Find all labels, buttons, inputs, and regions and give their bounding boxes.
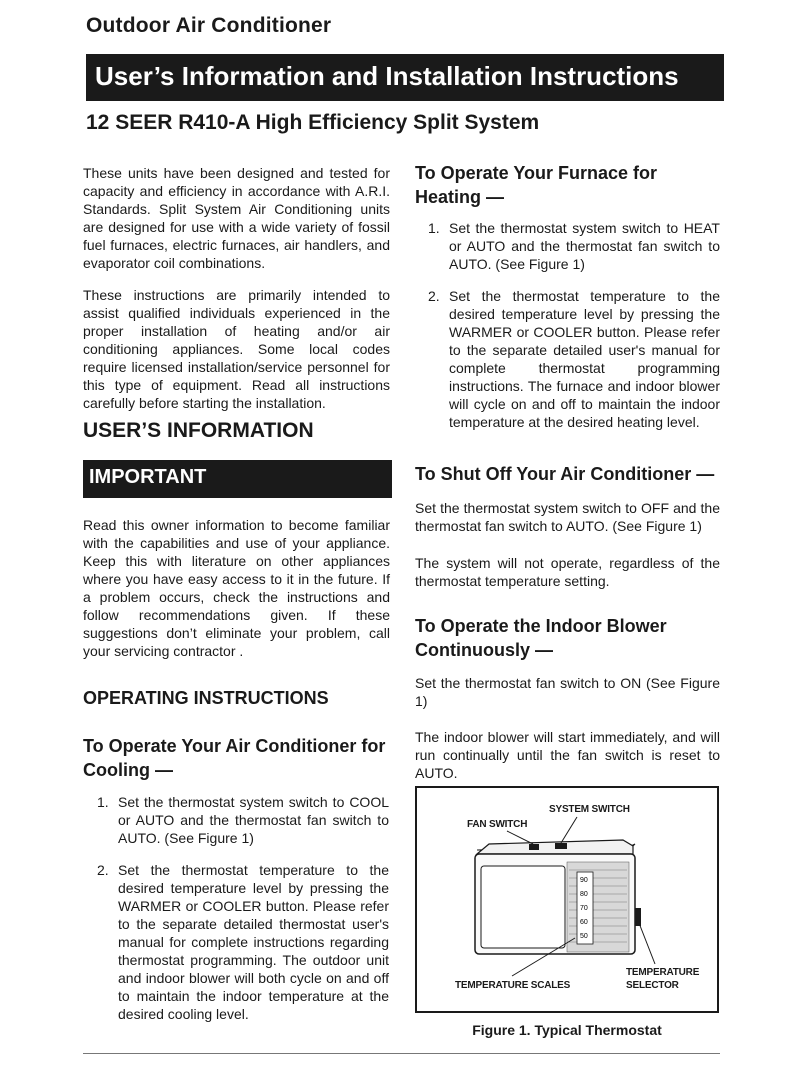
fan-switch [529,844,539,850]
thermostat-illustration [417,788,717,1011]
important-label: IMPORTANT [89,466,207,488]
temperature-selector-leader [639,923,655,964]
document-type: Outdoor Air Conditioner [86,14,332,37]
document-title: User’s Information and Installation Instructions [95,61,679,91]
thermostat-display-area [481,866,565,948]
heating-heading: To Operate Your Furnace for Heating — [415,163,658,207]
cooling-step [97,861,389,1023]
fan-switch-label: FAN SWITCH [467,819,528,830]
system-switch-leader [561,817,577,843]
intro-paragraph-1: These units have been designed and tested for capacity and efficiency in accordance with A.R.I. Standards. Split System Air Conditioning units are designed for use with a wide variety of fossil fuel furnaces, electric furnaces, air handlers, and evaporator coil combinations. [83,165,390,271]
scale-mark: 50 [580,933,588,940]
scale-mark: 80 [580,891,588,898]
thermostat-figure [415,786,719,1013]
cooling-step [97,793,389,847]
temperature-selector-knob [635,908,641,926]
scale-panel [567,862,629,952]
cooling-heading: To Operate Your Air Conditioner for Cooling — [83,736,386,780]
fan-switch-leader [507,831,533,844]
users-information-heading: USER’S INFORMATION [83,419,314,442]
step-number: 2. [428,288,440,304]
heating-step [428,287,720,431]
step-text: Set the thermostat system switch to HEAT or AUTO and the thermostat fan switch to AUTO. (See Figure 1) [449,220,720,272]
temperature-scales-label: TEMPERATURE SCALES [455,980,571,991]
blower-paragraph-1: Set the thermostat fan switch to ON (See Figure 1) [415,675,720,709]
document-subtitle: 12 SEER R410-A High Efficiency Split System [86,111,540,134]
operating-instructions-heading: OPERATING INSTRUCTIONS [83,688,329,708]
temperature-selector-label-1: TEMPERATURE [626,967,700,978]
shutoff-paragraph-1: Set the thermostat system switch to OFF and the thermostat fan switch to AUTO. (See Figure 1) [415,500,720,534]
shutoff-heading: To Shut Off Your Air Conditioner — [415,464,715,484]
scale-mark: 60 [580,919,588,926]
heating-steps [428,219,720,445]
temperature-selector-label-2: SELECTOR [626,980,679,991]
figure-caption: Figure 1. Typical Thermostat [472,1022,662,1038]
scale-mark: 70 [580,905,588,912]
blower-paragraph-2: The indoor blower will start immediately, and will run continually until the fan switch is reset to AUTO. [415,729,720,781]
step-number: 2. [97,862,109,878]
scale-mark: 90 [580,877,588,884]
step-number: 1. [428,220,440,236]
shutoff-paragraph-2: The system will not operate, regardless of the thermostat temperature setting. [415,555,720,589]
step-text: Set the thermostat system switch to COOL or AUTO and the thermostat fan switch to AUTO. (See Figure 1) [118,794,389,846]
important-paragraph: Read this owner information to become familiar with the capabilities and use of your appliance. Keep this with literature on other appliances where you have easy access to it in the future. If a problem occurs, check the instructions and follow recommendations given. If these suggestions don’t eliminate your problem, call your servicing contractor . [83,517,390,659]
intro-paragraph-2: These instructions are primarily intended to assist qualified individuals experienced in the proper installation of heating and/or air conditioning appliances. Some local codes require licensed installation/service personnel for this type of equipment. Read all instructions carefully before starting the installation. [83,287,390,411]
step-text: Set the thermostat temperature to the desired temperature level by pressing the WARMER or COOLER button. Please refer to the separate detailed user's manual for complete thermostat programming instructions. The furnace and indoor blower will cycle on and off to maintain the indoor temperature at the desired heating level. [449,288,720,430]
cooling-steps [97,793,389,1037]
step-text: Set the thermostat temperature to the desired temperature level by pressing the WARMER or COOLER button. Please refer to the separate detailed thermostat user's manual for complete instructions regarding thermostat programming. The outdoor unit and indoor blower will both cycle on and off to maintain the indoor temperature at the desired cooling level. [118,862,389,1022]
system-switch-label: SYSTEM SWITCH [549,804,630,815]
title-banner [86,54,724,101]
bottom-divider [83,1053,720,1054]
blower-heading: To Operate the Indoor Blower Continuously — [415,616,667,660]
heating-step [428,219,720,273]
important-banner [83,460,392,498]
step-number: 1. [97,794,109,810]
system-switch [555,843,567,849]
